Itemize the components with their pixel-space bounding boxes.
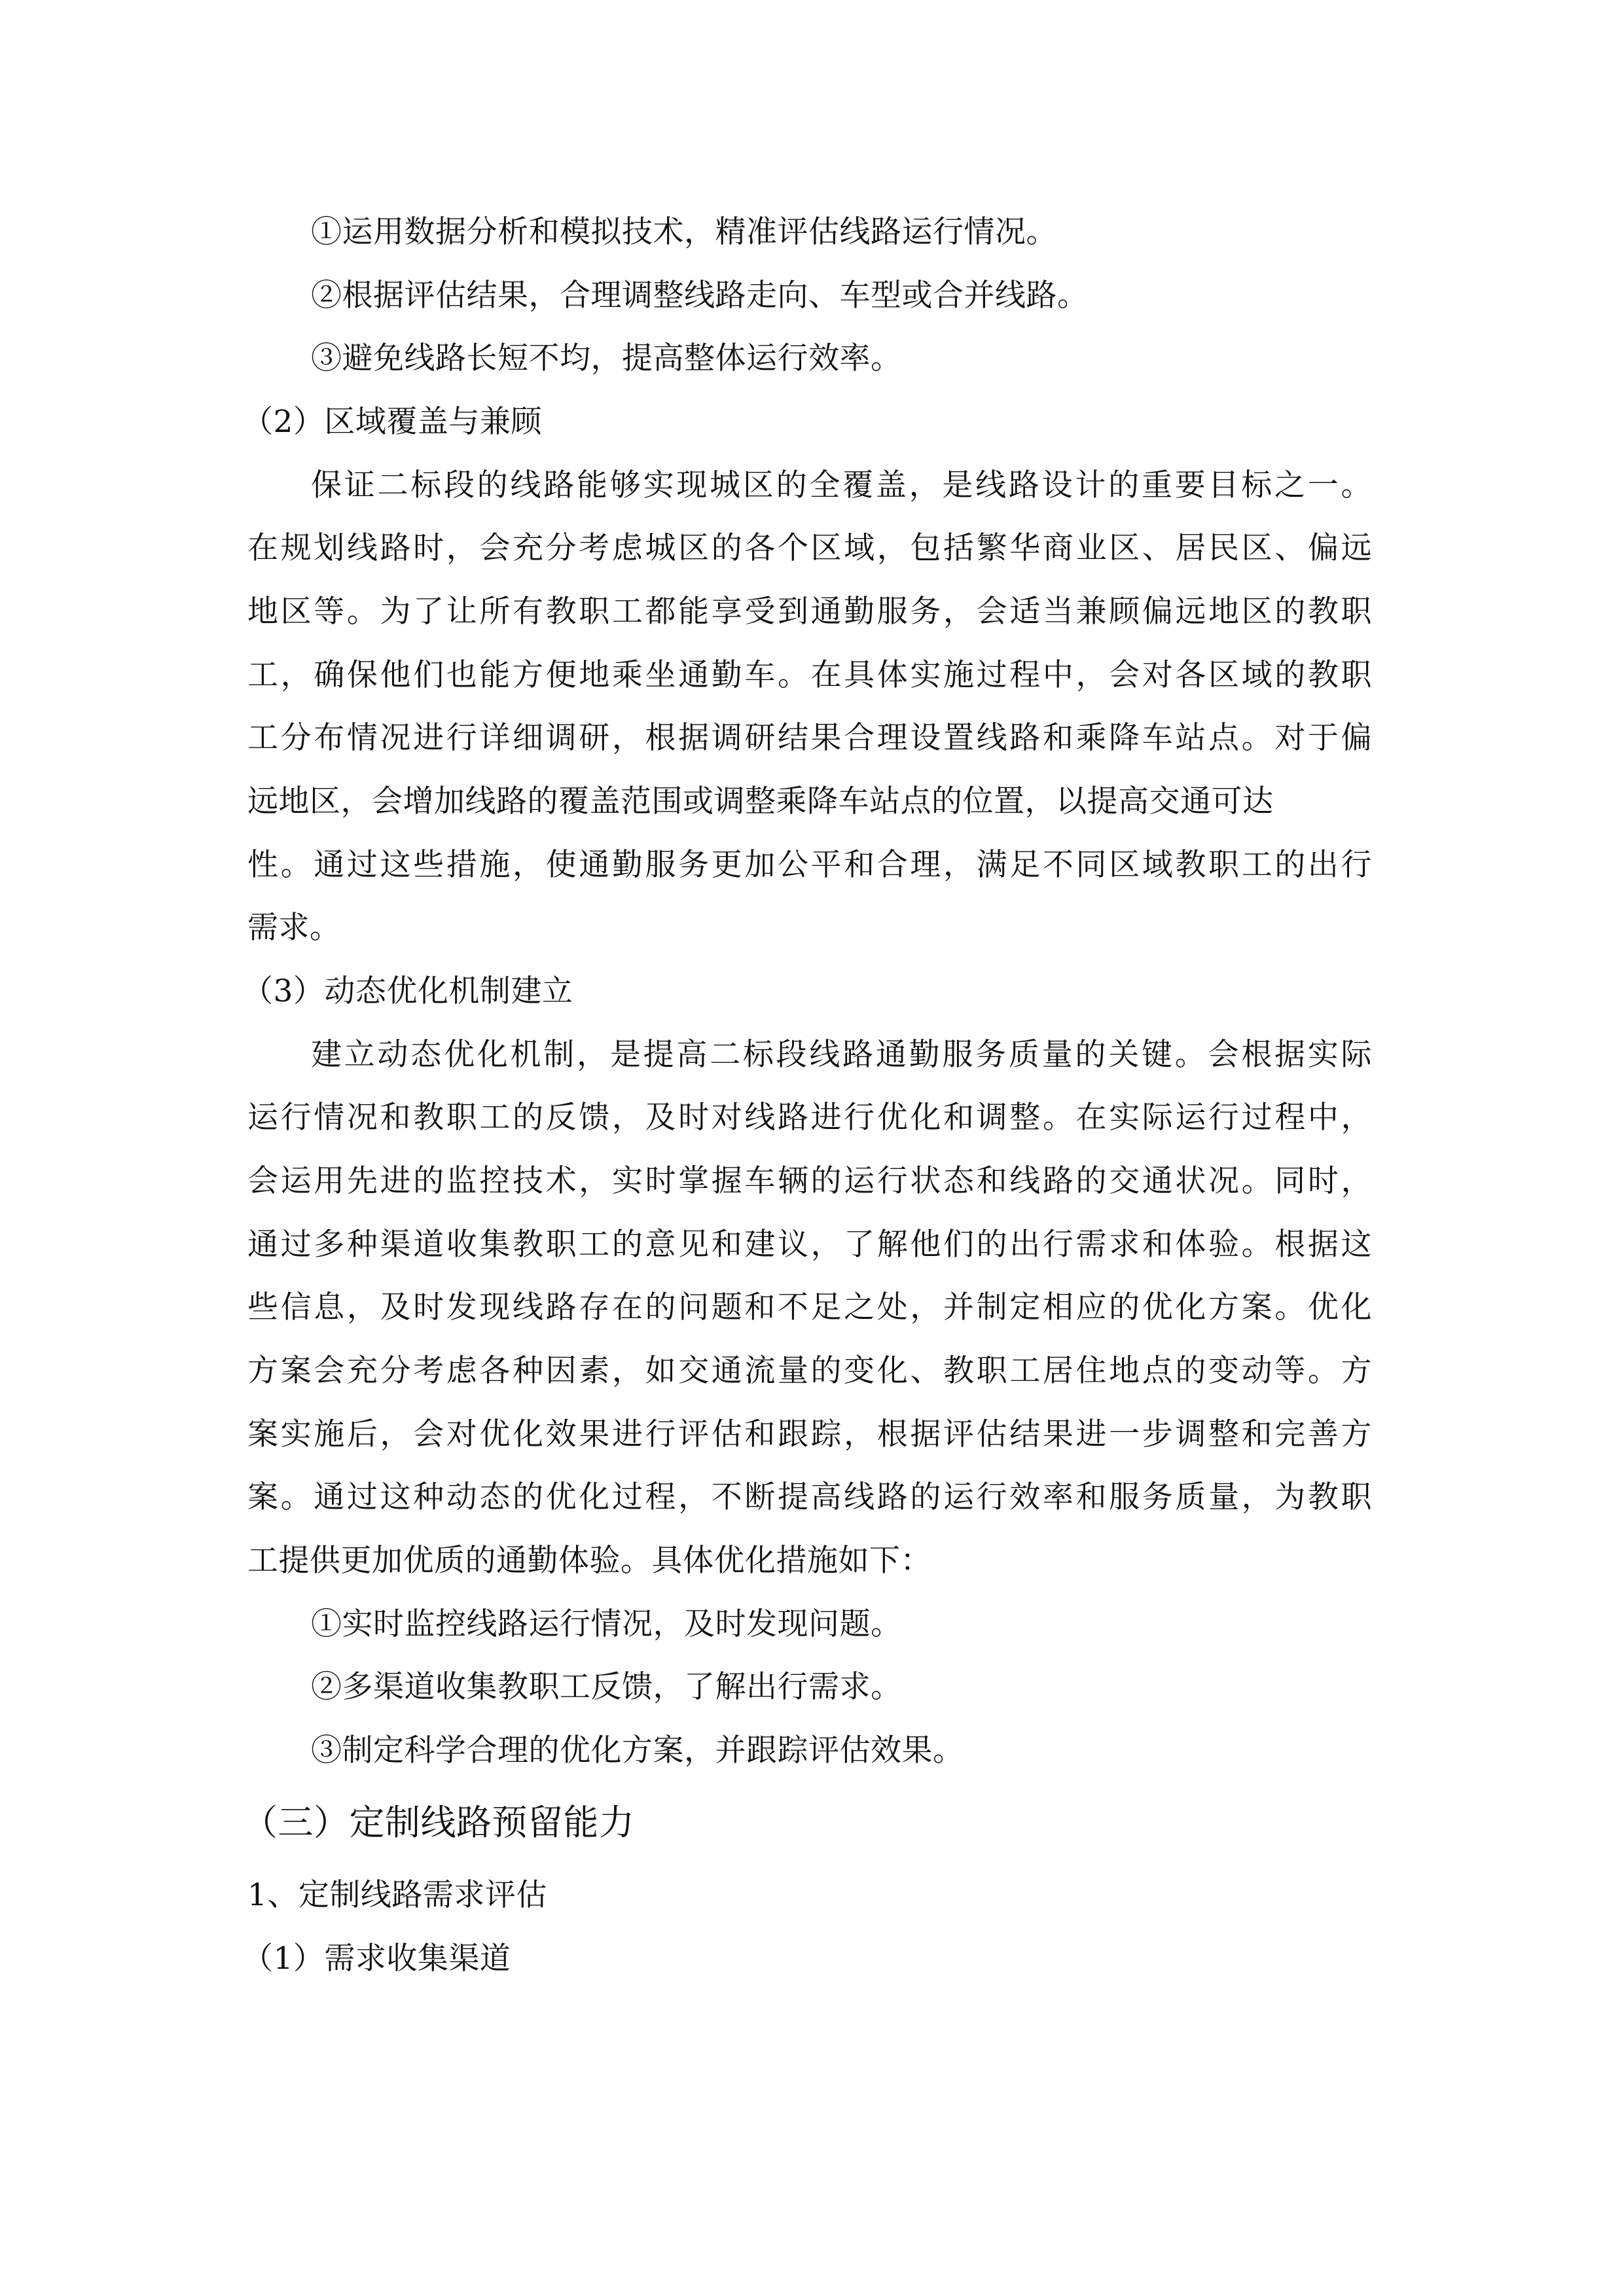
paragraph-line: 运行情况和教职工的反馈，及时对线路进行优化和调整。在实际运行过程中，: [247, 1100, 1372, 1136]
paragraph-line: 通过多种渠道收集教职工的意见和建议，了解他们的出行需求和体验。根据这: [247, 1227, 1372, 1263]
paragraph-line: 工分布情况进行详细调研，根据调研结果合理设置线路和乘降车站点。对于偏: [247, 720, 1372, 756]
paragraph-line: 案实施后，会对优化效果进行评估和跟踪，根据评估结果进一步调整和完善方: [247, 1416, 1372, 1452]
paragraph-line: 些信息，及时发现线路存在的问题和不足之处，并制定相应的优化方案。优化: [247, 1289, 1372, 1325]
paragraph-line: 建立动态优化机制，是提高二标段线路通勤服务质量的关键。会根据实际: [311, 1037, 1372, 1073]
subheading: （1）需求收集渠道: [242, 1941, 511, 1977]
subheading: 1、定制线路需求评估: [247, 1877, 547, 1913]
paragraph-line: 会运用先进的监控技术，实时掌握车辆的运行状态和线路的交通状况。同时，: [247, 1163, 1372, 1199]
section-heading: （3）动态优化机制建立: [242, 973, 573, 1009]
list-item: ③避免线路长短不均，提高整体运行效率。: [311, 340, 902, 376]
section-heading: （2）区域覆盖与兼顾: [242, 404, 542, 440]
list-item: ②根据评估结果，合理调整线路走向、车型或合并线路。: [311, 278, 1089, 314]
paragraph-line: 保证二标段的线路能够实现城区的全覆盖，是线路设计的重要目标之一。: [311, 467, 1372, 503]
paragraph-line: 需求。: [247, 910, 341, 946]
list-item: ③制定科学合理的优化方案，并跟踪评估效果。: [311, 1732, 964, 1768]
paragraph-line: 远地区，会增加线路的覆盖范围或调整乘降车站点的位置，以提高交通可达: [247, 783, 1274, 819]
paragraph-line: 性。通过这些措施，使通勤服务更加公平和合理，满足不同区域教职工的出行: [247, 847, 1372, 883]
paragraph-line: 方案会充分考虑各种因素，如交通流量的变化、教职工居住地点的变动等。方: [247, 1353, 1372, 1389]
paragraph-line: 工，确保他们也能方便地乘坐通勤车。在具体实施过程中，会对各区域的教职: [247, 657, 1372, 693]
paragraph-line: 在规划线路时，会充分考虑城区的各个区域，包括繁华商业区、居民区、偏远: [247, 530, 1372, 566]
paragraph-line: 地区等。为了让所有教职工都能享受到通勤服务，会适当兼顾偏远地区的教职: [247, 594, 1372, 630]
paragraph-line: 案。通过这种动态的优化过程，不断提高线路的运行效率和服务质量，为教职: [247, 1479, 1372, 1515]
paragraph-line: 工提供更加优质的通勤体验。具体优化措施如下：: [247, 1543, 931, 1579]
list-item: ②多渠道收集教职工反馈，了解出行需求。: [311, 1669, 902, 1705]
list-item: ①运用数据分析和模拟技术，精准评估线路运行情况。: [311, 214, 1057, 250]
list-item: ①实时监控线路运行情况，及时发现问题。: [311, 1606, 902, 1642]
chapter-heading: （三）定制线路预留能力: [242, 1802, 635, 1843]
